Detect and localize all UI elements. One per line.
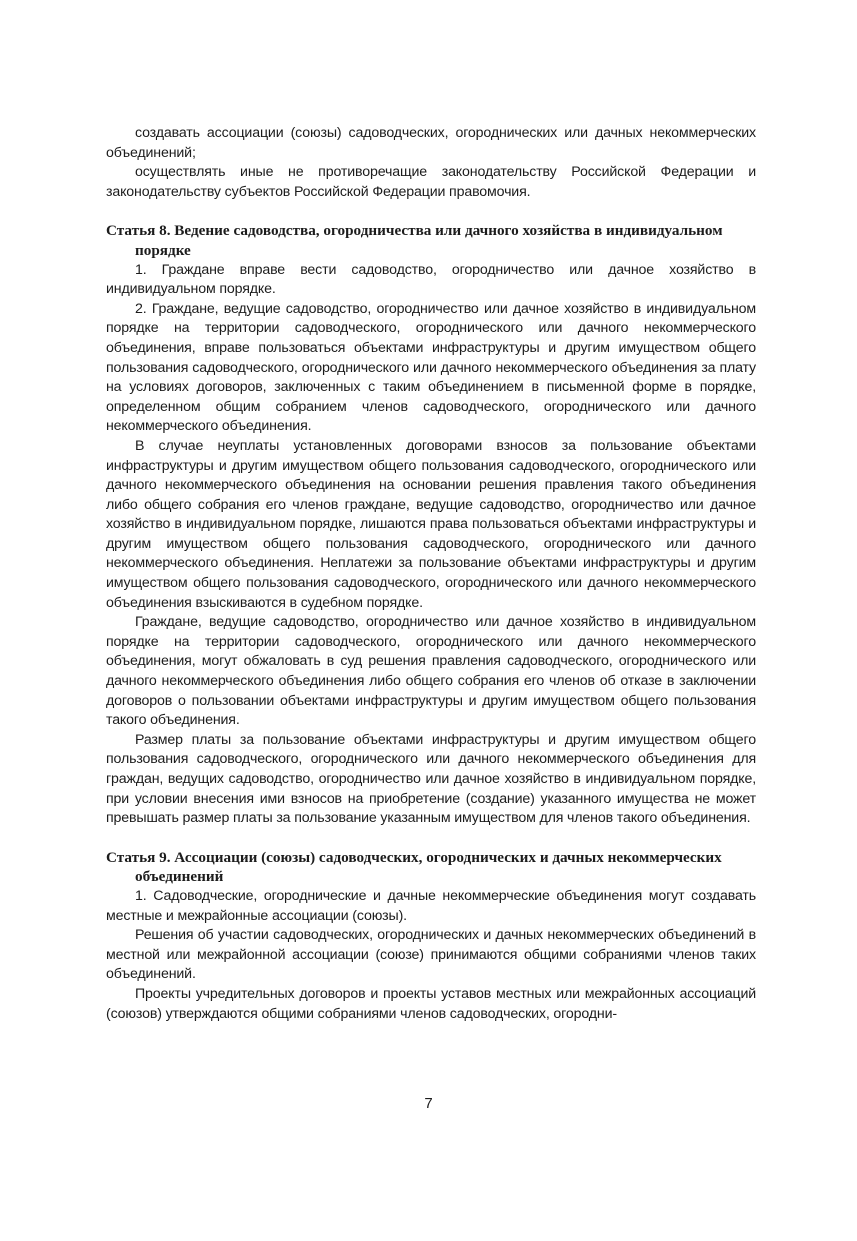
article-9-paragraph-2: Решения об участии садоводческих, огороднических и дачных некоммерческих объединений в местной или межрайонной ассоциации (союзе) принимаются общими собраниями членов таких объединений. xyxy=(106,927,756,983)
article-8-paragraph-5: Размер платы за пользование объектами инфраструктуры и другим имуществом общего пользования садоводческого, огороднического или дачного некоммерческого объединения для граждан, ведущих садоводство, огородничество или дачное хозяйство в индивидуальном порядке, при условии внесения ими взносов на приобретение (создание) указанного имущества не может превышать размер платы за пользование указанным имуществом для членов такого объединения. xyxy=(106,731,756,827)
page-number: 7 xyxy=(424,1095,433,1112)
article-8-paragraph-2: 2. Граждане, ведущие садоводство, огородничество или дачное хозяйство в индивидуальном порядке на территории садоводческого, огороднического или дачного некоммерческого объединения, вправе пользоваться объектами инфраструктуры и другим имуществом общего пользования садоводческого, огороднического или дачного некоммерческого объединения за плату на условиях договоров, заключенных с таким объединением в письменной форме в порядке, определенном общим собранием членов садоводческого, огороднического или дачного некоммерческого объединения. xyxy=(106,300,756,435)
article-8-paragraph-4: Граждане, ведущие садоводство, огородничество или дачное хозяйство в индивидуальном порядке на территории садоводческого, огороднического или дачного некоммерческого объединения, могут обжаловать в суд решения правления садоводческого, огороднического или дачного некоммерческого объединения либо общего собрания его членов об отказе в заключении договоров о пользовании объектами инфраструктуры и другим имуществом общего пользования такого объединения. xyxy=(106,614,756,729)
article-9-heading: Статья 9. Ассоциации (союзы) садоводческих, огороднических и дачных некоммерческих объединений xyxy=(106,848,722,886)
document-page xyxy=(106,124,756,1024)
article-8-paragraph-1: 1. Граждане вправе вести садоводство, огородничество или дачное хозяйство в индивидуальном порядке. xyxy=(106,261,756,298)
article-9-paragraph-3: Проекты учредительных договоров и проекты уставов местных или межрайонных ассоциаций (союзов) утверждаются общими собраниями членов садоводческих, огородни- xyxy=(106,985,756,1022)
article-9-paragraph-1: 1. Садоводческие, огороднические и дачные некоммерческие объединения могут создавать местные и межрайонные ассоциации (союзы). xyxy=(106,887,756,924)
article-8-paragraph-3: В случае неуплаты установленных договорами взносов за пользование объектами инфраструктуры и другим имуществом общего пользования садоводческого, огороднического или дачного некоммерческого объединения на основании решения правления такого объединения либо общего собрания его членов граждане, ведущие садоводство, огородничество или дачное хозяйство в индивидуальном порядке, лишаются права пользоваться объектами инфраструктуры и другим имуществом общего пользования садоводческого, огороднического или дачного некоммерческого объединения. Неплатежи за пользование объектами инфраструктуры и другим имуществом общего пользования садоводческого, огороднического или дачного некоммерческого объединения взыскиваются в судебном порядке. xyxy=(106,437,756,611)
intro-paragraph-1: создавать ассоциации (союзы) садоводческих, огороднических или дачных некоммерческих объединений; xyxy=(106,125,756,161)
intro-paragraph-2: осуществлять иные не противоречащие законодательству Российской Федерации и законодательству субъектов Российской Федерации правомочия. xyxy=(106,164,756,200)
article-8-heading: Статья 8. Ведение садоводства, огородничества или дачного хозяйства в индивидуальном порядке xyxy=(106,222,723,259)
